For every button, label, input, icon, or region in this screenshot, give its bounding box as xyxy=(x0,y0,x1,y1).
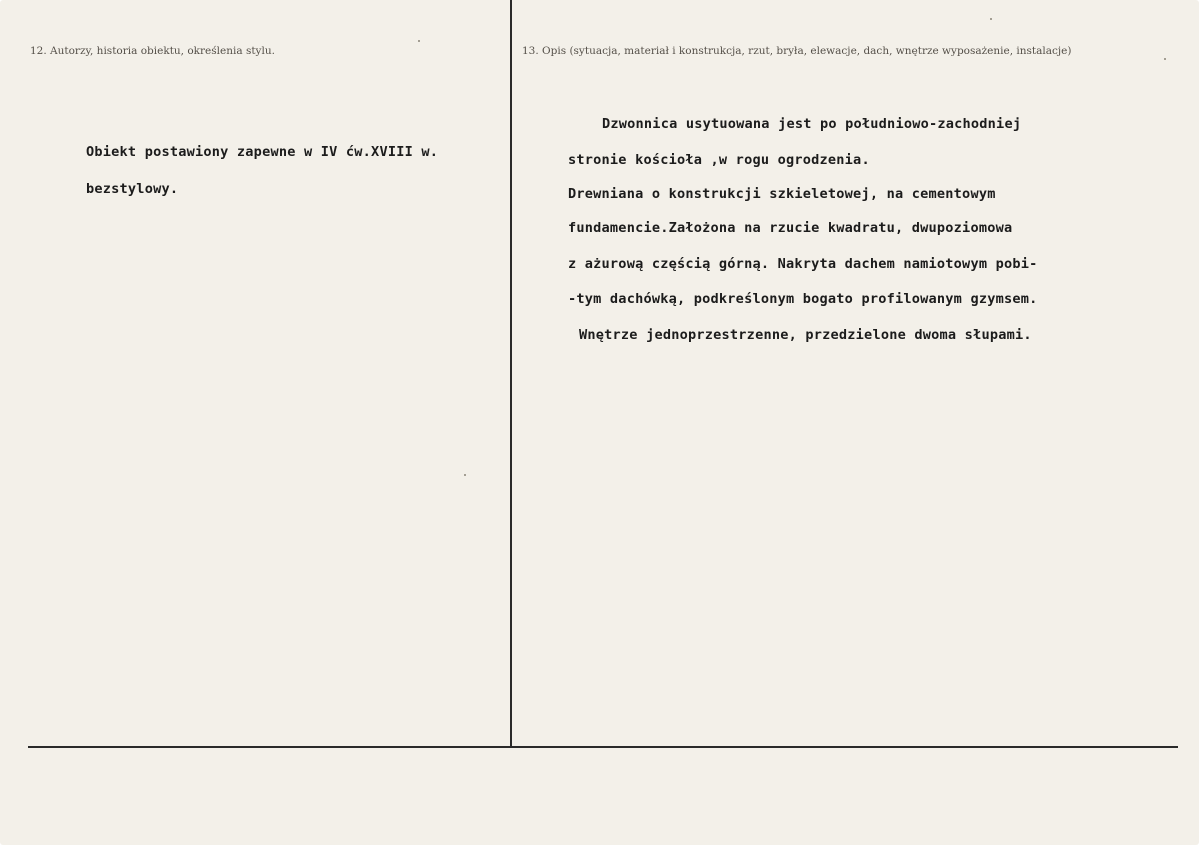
field-13-line-1: Dzwonnica usytuowana jest po południowo-zachodniej xyxy=(602,116,1022,132)
field-12-line-1: Obiekt postawiony zapewne w IV ćw.XVIII w. xyxy=(86,144,439,160)
paper-speck xyxy=(464,474,466,476)
field-12-header: 12. Autorzy, historia obiektu, określenia stylu. xyxy=(30,45,275,57)
paper-speck xyxy=(1164,58,1166,60)
paper-speck xyxy=(990,18,992,20)
field-13-line-3: Drewniana o konstrukcji szkieletowej, na cementowym xyxy=(568,186,996,202)
paper-speck xyxy=(418,40,420,42)
column-divider xyxy=(510,0,512,747)
field-12-line-2: bezstylowy. xyxy=(86,181,179,197)
field-13-line-4: fundamencie.Założona na rzucie kwadratu, dwupoziomowa xyxy=(568,220,1013,236)
scan-bottom-margin xyxy=(0,845,1199,851)
field-13-line-5: z ażurową częścią górną. Nakryta dachem namiotowym pobi- xyxy=(568,256,1038,272)
field-13-line-2: stronie kościoła ,w rogu ogrodzenia. xyxy=(568,152,870,168)
field-13-line-7: Wnętrze jednoprzestrzenne, przedzielone dwoma słupami. xyxy=(579,327,1032,343)
section-bottom-rule xyxy=(28,746,1178,748)
field-13-line-6: -tym dachówką, podkreślonym bogato profilowanym gzymsem. xyxy=(568,291,1038,307)
field-13-header: 13. Opis (sytuacja, materiał i konstrukcja, rzut, bryła, elewacje, dach, wnętrze wyposażenie, instalacje) xyxy=(522,45,1072,57)
